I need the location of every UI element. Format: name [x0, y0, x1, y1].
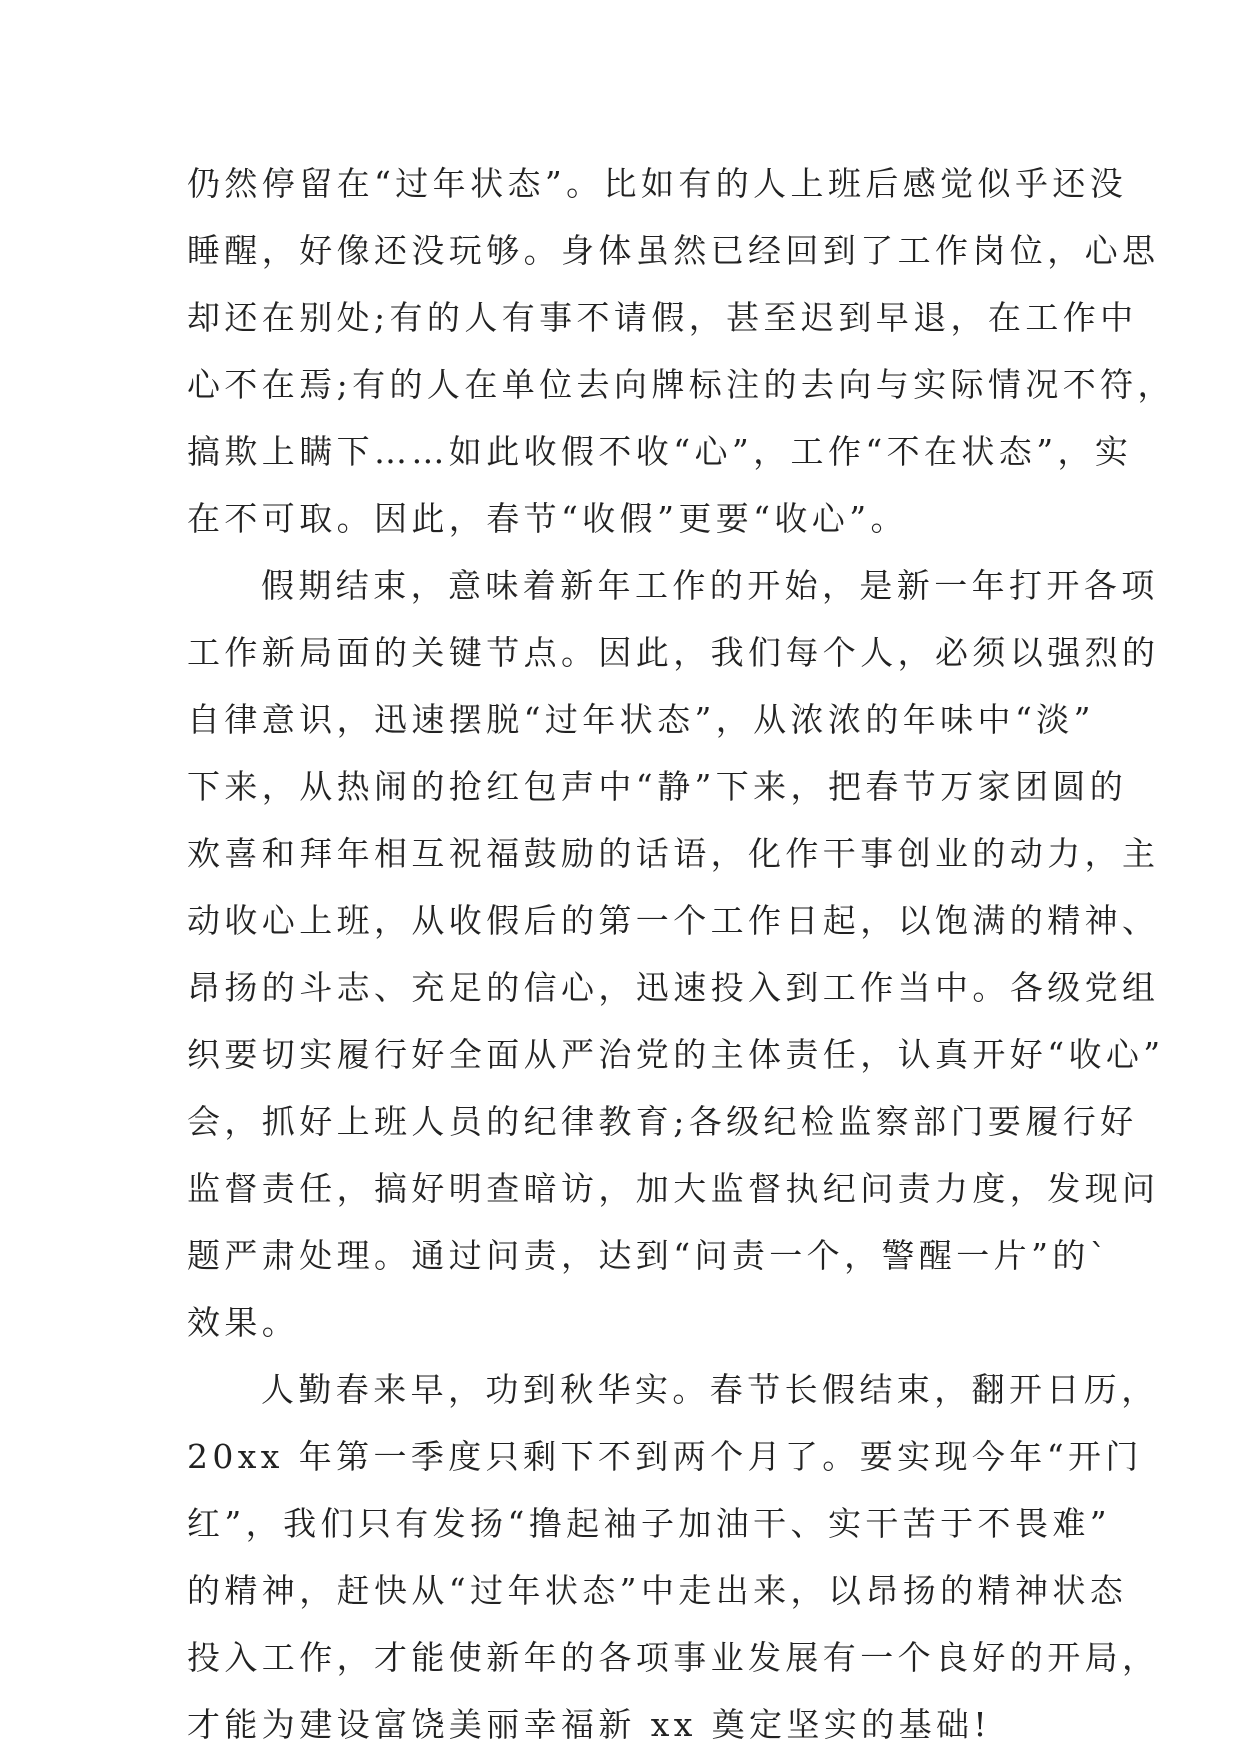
- text-line: 题严肃处理。通过问责，达到“问责一个，警醒一片”的`: [187, 1236, 1111, 1275]
- text-line: 会，抓好上班人员的纪律教育;各级纪检监察部门要履行好: [187, 1102, 1138, 1141]
- text-line: 织要切实履行好全面从严治党的主体责任，认真开好“收心”: [187, 1035, 1165, 1074]
- text-line: 监督责任，搞好明查暗访，加大监督执纪问责力度，发现问: [187, 1169, 1160, 1208]
- text-line: 20xx 年第一季度只剩下不到两个月了。要实现今年“开门: [187, 1437, 1143, 1476]
- text-line: 投入工作，才能使新年的各项事业发展有一个良好的开局，: [187, 1638, 1160, 1677]
- text-line: 搞欺上瞒下……如此收假不收“心”，工作“不在状态”，实: [187, 432, 1133, 471]
- text-line: 睡醒，好像还没玩够。身体虽然已经回到了工作岗位，心思: [187, 231, 1160, 270]
- text-line: 欢喜和拜年相互祝福鼓励的话语，化作干事创业的动力，主: [187, 834, 1160, 873]
- paragraph-1: [187, 150, 1175, 552]
- text-line: 红”，我们只有发扬“撸起袖子加油干、实干苦于不畏难”: [187, 1504, 1112, 1543]
- text-line: 昂扬的斗志、充足的信心，迅速投入到工作当中。各级党组: [187, 968, 1160, 1007]
- paragraph-3: [187, 1356, 1160, 1758]
- text-line: 效果。: [187, 1303, 300, 1342]
- text-line-indented: 假期结束，意味着新年工作的开始，是新一年打开各项: [261, 566, 1159, 605]
- text-line-indented: 人勤春来早，功到秋华实。春节长假结束，翻开日历，: [261, 1370, 1159, 1409]
- text-line: 才能为建设富饶美丽幸福新 xx 奠定坚实的基础!: [187, 1705, 992, 1744]
- text-line: 心不在焉;有的人在单位去向牌标注的去向与实际情况不符，: [187, 365, 1175, 404]
- text-line: 动收心上班，从收假后的第一个工作日起，以饱满的精神、: [187, 901, 1160, 940]
- text-line: 的精神，赶快从“过年状态”中走出来，以昂扬的精神状态: [187, 1571, 1128, 1610]
- paragraph-2: [187, 552, 1165, 1356]
- document-body: [187, 150, 1175, 1758]
- text-line: 仍然停留在“过年状态”。比如有的人上班后感觉似乎还没: [187, 164, 1128, 203]
- text-line: 工作新局面的关键节点。因此，我们每个人，必须以强烈的: [187, 633, 1160, 672]
- text-line: 自律意识，迅速摆脱“过年状态”，从浓浓的年味中“淡”: [187, 700, 1095, 739]
- text-line: 却还在别处;有的人有事不请假，甚至迟到早退，在工作中: [187, 298, 1138, 337]
- text-line: 在不可取。因此，春节“收假”更要“收心”。: [187, 499, 908, 538]
- text-line: 下来，从热闹的抢红包声中“静”下来，把春节万家团圆的: [187, 767, 1128, 806]
